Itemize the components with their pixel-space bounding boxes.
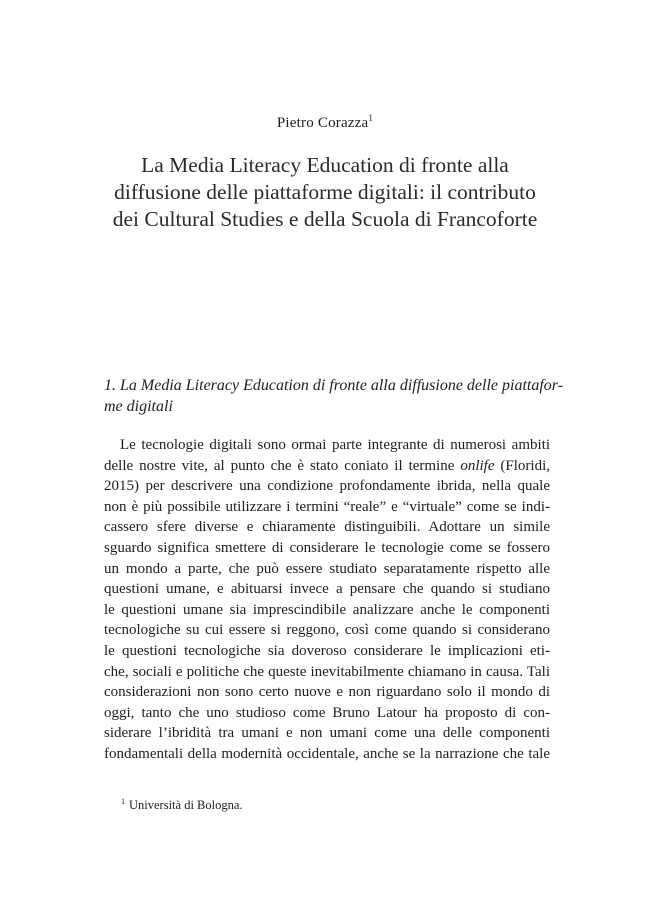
paragraph-line: un mondo a parte, che può essere studiato separatamente rispetto alle <box>104 560 550 577</box>
author-name-text: Pietro Corazza <box>276 115 369 131</box>
title-line: diffusione delle piattaforme digitali: il contributo <box>114 180 536 204</box>
footnote-text: Università di Bologna. <box>129 798 243 812</box>
paragraph-line: sguardo significa smettere di considerare le tecnologie come se fossero <box>104 539 550 556</box>
title-line: dei Cultural Studies e della Scuola di Francoforte <box>112 207 538 231</box>
paragraph-line: le questioni umane sia imprescindibile analizzare anche le componenti <box>104 601 550 618</box>
paragraph-line: delle nostre vite, al punto che è stato coniato il termine onlife (Floridi, <box>104 457 550 474</box>
title-line: La Media Literacy Education di fronte alla <box>141 153 509 177</box>
body-paragraph <box>104 435 550 765</box>
paragraph-line: tecnologiche su cui essere si reggono, così come quando si considerano <box>104 622 550 639</box>
footnote-mark: 1 <box>121 797 125 806</box>
footnote <box>121 797 243 813</box>
footnote-reference: 1 <box>368 113 374 123</box>
paragraph-line: questioni umane, e abituarsi invece a pensare che quando si studiano <box>104 581 550 598</box>
author-name <box>0 113 650 132</box>
paper-title <box>60 152 590 233</box>
paragraph-line: non è più possibile utilizzare i termini “reale” e “virtuale” come se indi- <box>104 498 550 515</box>
section-heading-line: 1. La Media Literacy Education di fronte alla diffusione delle piattafor- <box>104 377 564 394</box>
section-heading-line: me digitali <box>104 398 173 415</box>
paragraph-line: le questioni tecnologiche sia doveroso considerare le implicazioni eti- <box>104 642 550 659</box>
term-onlife: onlife <box>460 457 495 474</box>
paragraph-line: siderare l’ibridità tra umani e non umani come una delle componenti <box>104 725 550 742</box>
paragraph-line: 2015) per descrivere una condizione profondamente ibrida, nella quale <box>104 478 550 495</box>
paragraph-line: cassero sfere diverse e chiaramente distinguibili. Adottare un simile <box>104 519 550 536</box>
paragraph-line: considerazioni non sono certo nuove e non riguardano solo il mondo di <box>104 684 550 701</box>
section-heading <box>104 375 564 417</box>
paragraph-line: fondamentali della modernità occidentale, anche se la narrazione che tale <box>104 745 550 762</box>
paragraph-line: che, sociali e politiche che queste inevitabilmente chiamano in causa. Tali <box>104 663 550 680</box>
paragraph-line: Le tecnologie digitali sono ormai parte integrante di numerosi ambiti <box>120 437 550 453</box>
paragraph-line: oggi, tanto che uno studioso come Bruno Latour ha proposto di con- <box>104 704 550 721</box>
